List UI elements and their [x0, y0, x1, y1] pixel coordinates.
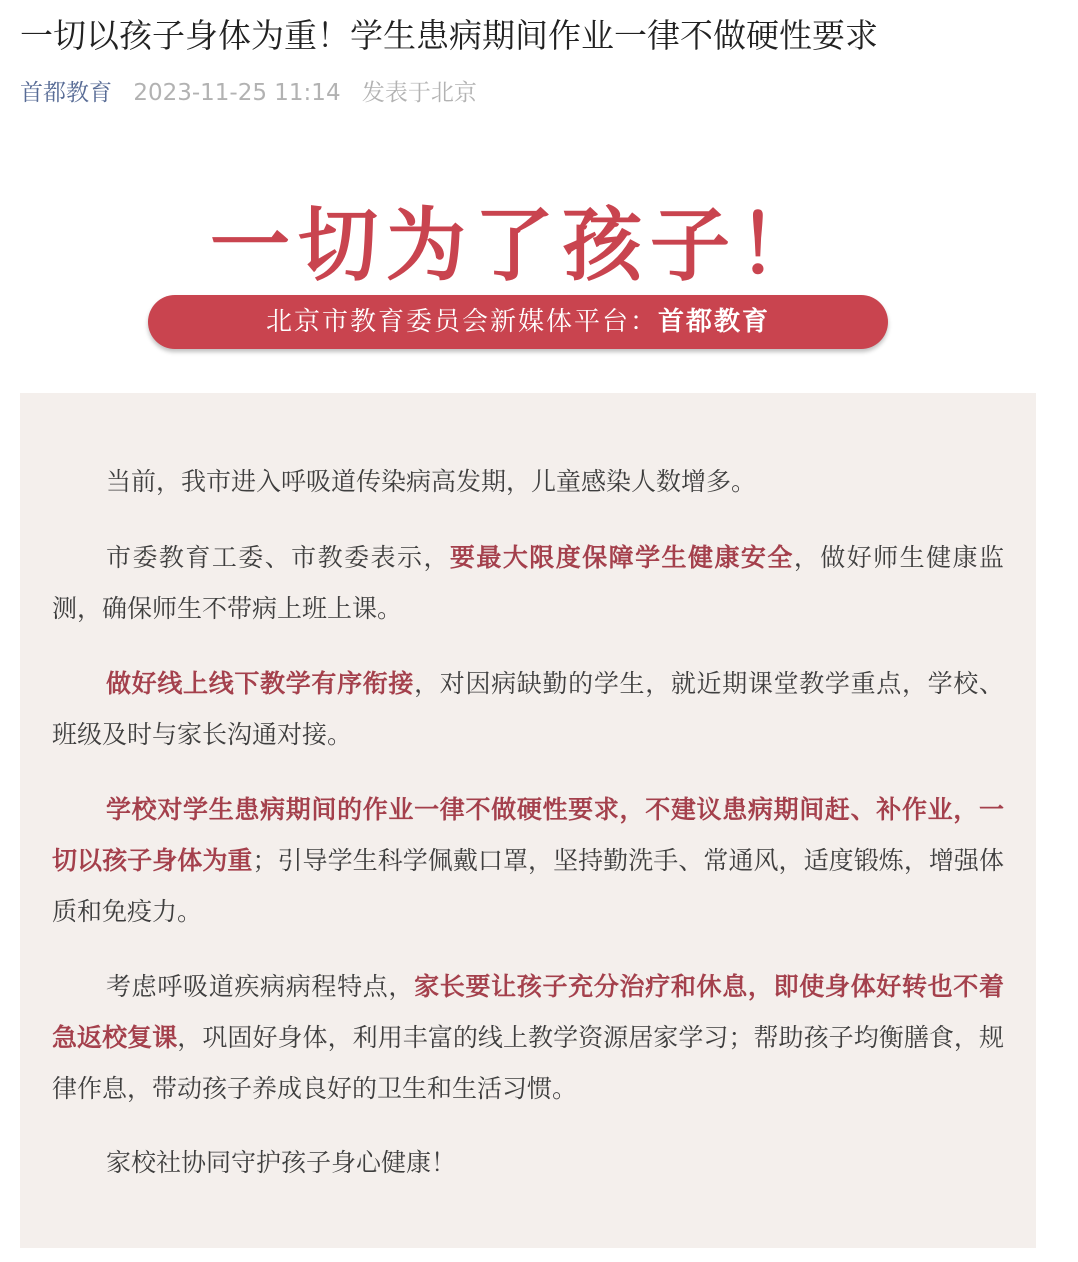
paragraph-text: 市委教育工委、市教委表示， [106, 543, 450, 572]
highlighted-text: 做好线上线下教学有序衔接 [106, 669, 415, 698]
paragraph-text: 当前，我市进入呼吸道传染病高发期，儿童感染人数增多。 [106, 467, 757, 496]
banner-subtitle-prefix: 北京市教育委员会新媒体平台： [265, 307, 658, 337]
highlighted-text: 家长要让孩子充分治疗和休息，即使身体好转也不着急返校复课 [52, 972, 1004, 1052]
banner-slogan: 一切为了孩子！ [210, 199, 826, 292]
paragraph-text: ，对因病缺勤的学生，就近期课堂教学重点，学校、班级及时与家长沟通对接。 [52, 669, 1004, 749]
highlighted-text: 要最大限度保障学生健康安全 [449, 543, 794, 572]
article-meta [20, 76, 477, 110]
paragraph-text: ；引导学生科学佩戴口罩，坚持勤洗手、常通风，适度锻炼，增强体质和免疫力。 [52, 846, 1004, 926]
highlighted-text: 学校对学生患病期间的作业一律不做硬性要求，不建议患病期间赶、补作业，一切以孩子身体为重 [52, 795, 1004, 875]
article-content-box [20, 393, 1036, 1248]
paragraph-3 [52, 658, 1004, 760]
banner-subtitle-name: 首都教育 [658, 307, 771, 337]
paragraph-6 [52, 1137, 1004, 1188]
paragraph-2 [52, 532, 1004, 634]
paragraph-text: ，巩固好身体，利用丰富的线上教学资源居家学习；帮助孩子均衡膳食，规律作息，带动孩子养成良好的卫生和生活习惯。 [52, 1023, 1004, 1103]
article-title: 一切以孩子身体为重！学生患病期间作业一律不做硬性要求 [20, 16, 878, 55]
paragraph-1 [52, 456, 1004, 507]
publish-location: 发表于北京 [361, 80, 477, 106]
paragraph-text: 家校社协同守护孩子身心健康！ [106, 1148, 457, 1177]
paragraph-text: ，做好师生健康监测，确保师生不带病上班上课。 [52, 543, 1004, 623]
paragraph-4 [52, 784, 1004, 937]
paragraph-5 [52, 961, 1004, 1114]
account-name-link[interactable]: 首都教育 [20, 80, 112, 106]
paragraph-text: 考虑呼吸道疾病病程特点， [106, 972, 415, 1001]
publish-date: 2023-11-25 11:14 [133, 80, 341, 106]
banner-subtitle-pill [148, 295, 888, 349]
banner-image [148, 198, 888, 354]
